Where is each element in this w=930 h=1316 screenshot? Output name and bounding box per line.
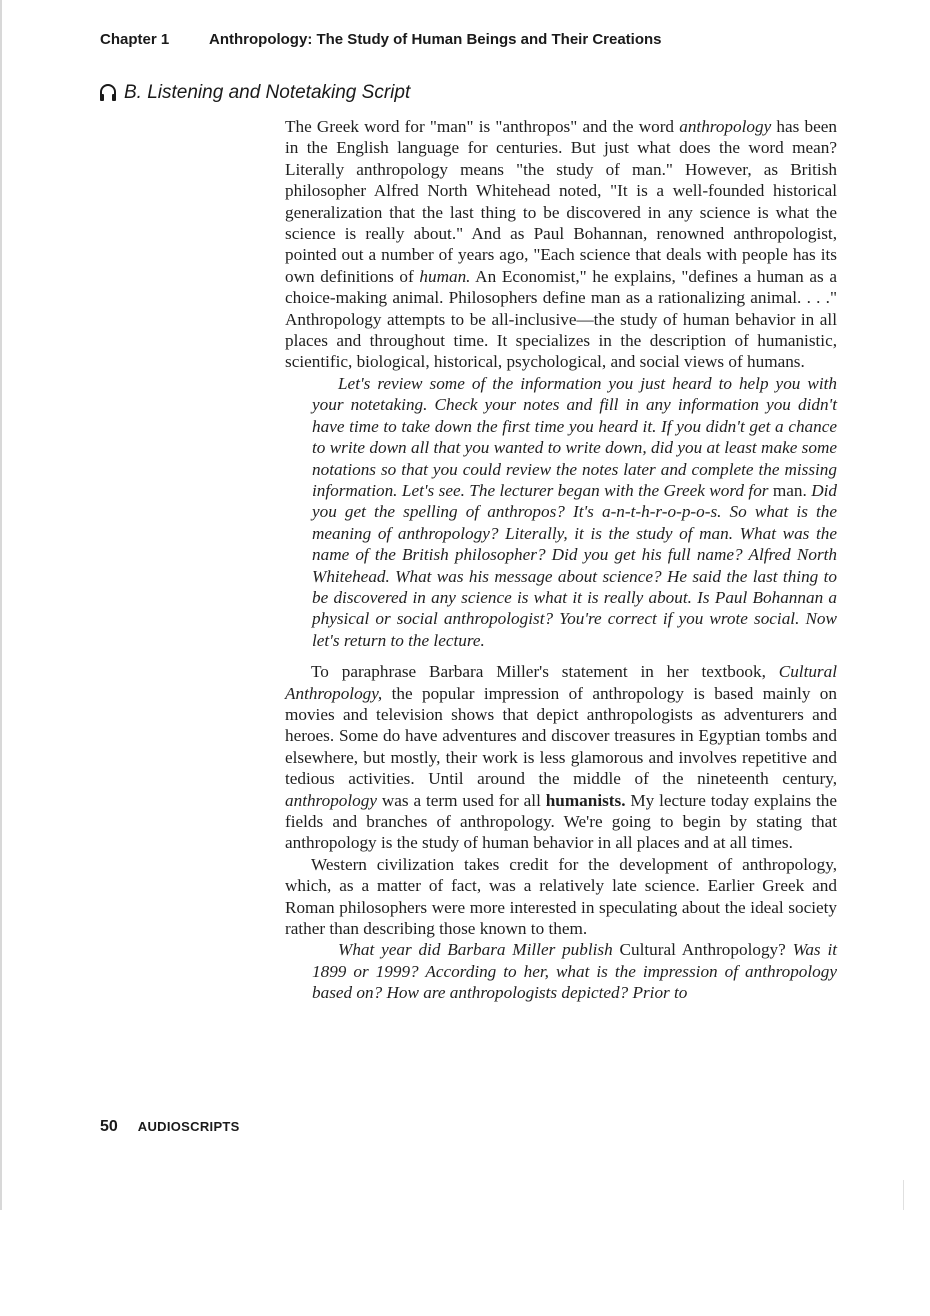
page-right-edge	[903, 1180, 904, 1210]
section-heading	[98, 82, 410, 104]
text-run: was a term used for all	[376, 790, 546, 810]
text-run: To paraphrase Barbara Miller's statement in her textbook,	[311, 662, 779, 682]
lecture-paragraph	[285, 854, 837, 940]
text-run: anthropology	[679, 117, 772, 136]
text-run: The Greek word for "man" is "anthropos" and the word	[285, 117, 680, 136]
page-number: 50	[100, 1118, 118, 1135]
lecture-paragraph	[285, 661, 837, 854]
text-run: An Economist," he explains, "defines a human as a choice-making animal. Philosophers define man as a rationalizing animal. . . ." Anthropology attempts to be all-inclusive—the study of human behavior in all places and throughout time. It specializes in the description of humanistic, scientific, biological, historical, psychological, and social views of humans.	[285, 266, 838, 372]
page-left-edge	[0, 0, 2, 1210]
review-paragraph	[312, 373, 837, 651]
text-run: My lecture today explains the fields and branches of anthropology. We're going to begin by stating that anthropology is the study of human behavior in all places and at all times.	[285, 790, 837, 853]
review-paragraph	[312, 939, 837, 1003]
text-run: man.	[772, 480, 807, 500]
page-footer	[100, 1118, 240, 1136]
text-run: humanists.	[545, 790, 626, 810]
chapter-label: Chapter 1	[100, 31, 170, 48]
footer-label: AUDIOSCRIPTS	[137, 1119, 240, 1134]
text-run: Cultural Anthropology,	[285, 662, 837, 703]
text-run: Western civilization takes credit for the development of anthropology, which, as a matter of fact, was a relatively late science. Earlier Greek and Roman philosophers were more interested in speculating about the ideal society rather than describing those known to them.	[285, 854, 837, 939]
section-title: B. Listening and Notetaking Script	[124, 82, 411, 103]
text-run: Cultural Anthropology?	[619, 940, 786, 960]
text-run: Did you get the spelling of anthropos? It's a-n-t-h-r-o-p-o-s. So what is the meaning of anthropology? Literally, it is the study of man. What was the name of the British philosopher? Did you get his full name? Alfred North Whitehead. What was his message about science? He said the last thing to be discovered in any science is what it is really about. Is Paul Bohannan a physical or social anthropologist? You're correct if you wrote social. Now let's return to the lecture.	[312, 480, 837, 650]
text-run: human.	[419, 266, 471, 286]
text-run: has been in the English language for centuries. But just what does the word mean? Literally anthropology means "the study of man." However, as British philosopher Alfred North Whitehead noted, "It is a well-founded historical generalization that the last thing to be discovered in any science is what the science is really about." And as Paul Bohannan, renowned anthropologist, pointed out a number of years ago, "Each science that deals with people has its own definitions of	[285, 117, 837, 286]
script-body	[285, 116, 837, 1004]
text-run: What year did Barbara Miller publish	[338, 940, 620, 960]
headphones-icon	[98, 83, 118, 103]
text-run: Let's review some of the information you just heard to help you with your notetaking. Check your notes and fill in any information you didn't have time to take down the first time you heard it. If you didn't get a chance to write down all that you wanted to write down, did you at least make some notations so that you could review the notes later and complete the missing information. Let's see. The lecturer began with the Greek word for	[312, 373, 837, 500]
lecture-paragraph	[285, 116, 837, 373]
chapter-title: Anthropology: The Study of Human Beings and Their Creations	[209, 31, 662, 48]
text-run: Was it 1899 or 1999? According to her, what is the impression of anthropology based on? How are anthropologists depicted? Prior to	[312, 940, 837, 1003]
text-run: the popular impression of anthropology is based mainly on movies and television shows that depict anthropologists as adventurers and heroes. Some do have adventures and discover treasures in Egyptian tombs and elsewhere, but mostly, their work is less glamorous and involves repetitive and tedious activities. Until around the middle of the nineteenth century,	[285, 683, 837, 789]
running-header	[100, 31, 662, 48]
text-run: anthropology	[285, 790, 377, 810]
